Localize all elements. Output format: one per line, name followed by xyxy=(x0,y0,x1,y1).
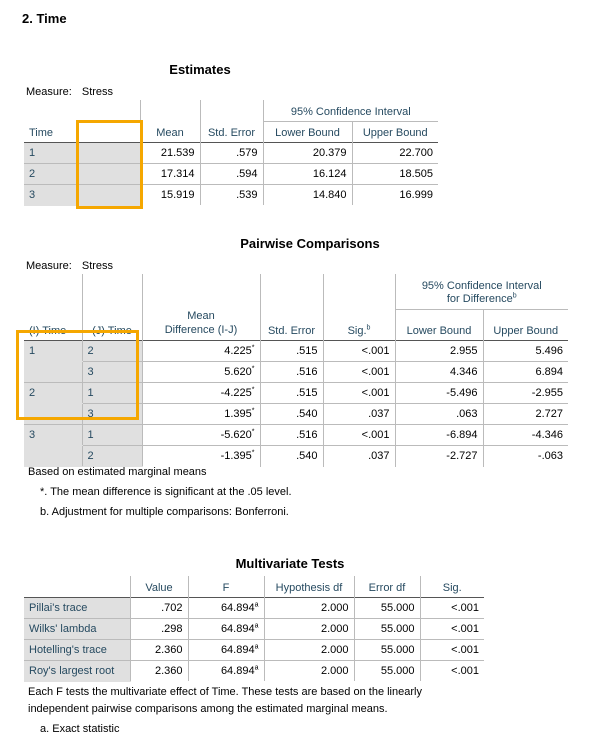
row-label-i-time xyxy=(24,404,82,425)
row-label-j-time: 1 xyxy=(82,383,142,404)
col-blank xyxy=(24,576,130,597)
table-row xyxy=(24,639,484,660)
cell-error-df: 55.000 xyxy=(354,639,420,660)
exact-statistic-marker: a xyxy=(254,664,259,672)
cell-mean-difference xyxy=(142,446,260,467)
cell-mean-difference xyxy=(142,404,260,425)
cell-lower-bound: 20.379 xyxy=(263,142,352,163)
col-j-time: (J) Time xyxy=(82,309,142,341)
col-upper-bound: Upper Bound xyxy=(362,126,428,139)
mean-difference-value: -4.225 xyxy=(220,387,252,399)
significance-star: * xyxy=(251,407,255,415)
cell-value: .702 xyxy=(130,597,188,618)
multivariate-footnote-2: a. Exact statistic xyxy=(40,723,120,735)
row-label-time: 3 xyxy=(24,184,140,205)
row-label-i-time: 1 xyxy=(24,341,82,362)
cell-std-error: .515 xyxy=(260,341,323,362)
cell-hypothesis-df: 2.000 xyxy=(264,597,354,618)
cell-upper-bound: 5.496 xyxy=(483,341,568,362)
table-row xyxy=(24,446,568,467)
col-i-time: (I) Time xyxy=(24,309,82,341)
col-hypothesis-df: Hypothesis df xyxy=(264,576,354,597)
pairwise-ci-header xyxy=(395,274,568,309)
exact-statistic-marker: a xyxy=(254,642,259,650)
f-value: 64.894 xyxy=(220,601,255,614)
table-row xyxy=(24,425,568,446)
mean-difference-value: -1.395 xyxy=(220,450,252,463)
estimates-ci-header: 95% Confidence Interval xyxy=(263,100,438,121)
cell-upper-bound: -.063 xyxy=(537,450,563,463)
significance-star: * xyxy=(251,428,255,436)
cell-upper-bound: 18.505 xyxy=(352,163,438,184)
cell-upper-bound: -4.346 xyxy=(483,425,568,446)
col-sig xyxy=(323,309,395,341)
cell-hypothesis-df: 2.000 xyxy=(264,639,354,660)
cell-lower-bound: -6.894 xyxy=(395,425,483,446)
measure-label: Measure: xyxy=(26,260,72,272)
cell-std-error: .540 xyxy=(260,404,323,425)
row-label-test: Wilks' lambda xyxy=(24,618,130,639)
table-row xyxy=(24,184,438,205)
col-lower-bound: Lower Bound xyxy=(395,309,483,341)
cell-f xyxy=(188,660,264,681)
row-label-j-time: 2 xyxy=(82,341,142,362)
pairwise-ci-header-text: 95% Confidence Interval for Difference xyxy=(421,279,542,305)
cell-value: 2.360 xyxy=(130,660,188,681)
cell-lower-bound: 16.124 xyxy=(263,163,352,184)
multivariate-footnote-1: independent pairwise comparisons among the estimated marginal means. xyxy=(28,703,388,715)
cell-sig: .037 xyxy=(323,404,395,425)
table-row xyxy=(24,341,568,362)
estimates-measure xyxy=(26,86,113,98)
cell-sig: <.001 xyxy=(323,425,395,446)
pairwise-title: Pairwise Comparisons xyxy=(240,236,380,251)
cell-sig: <.001 xyxy=(323,362,395,383)
exact-statistic-marker: a xyxy=(254,621,259,629)
row-label-j-time: 3 xyxy=(82,362,142,383)
row-label-i-time: 2 xyxy=(24,383,82,404)
cell-lower-bound: 2.955 xyxy=(395,341,483,362)
cell-upper-bound: 2.727 xyxy=(483,404,568,425)
col-error-df: Error df xyxy=(354,576,420,597)
sig-footnote-marker: b xyxy=(366,324,371,332)
multivariate-table xyxy=(24,576,484,682)
table-row xyxy=(24,404,568,425)
cell-std-error: .540 xyxy=(260,446,323,467)
footnote-b-marker: b xyxy=(512,291,517,299)
table-row xyxy=(24,618,484,639)
row-label-j-time: 2 xyxy=(82,446,142,467)
cell-sig: <.001 xyxy=(451,664,479,677)
cell-std-error: .515 xyxy=(260,383,323,404)
f-value: 64.894 xyxy=(220,664,255,677)
row-label-time: 1 xyxy=(24,142,140,163)
mean-difference-value: 5.620 xyxy=(224,366,252,378)
multivariate-footnote-0: Each F tests the multivariate effect of Time. These tests are based on the linearly xyxy=(28,686,422,698)
pairwise-table xyxy=(24,274,568,467)
pairwise-footnote-2: b. Adjustment for multiple comparisons: Bonferroni. xyxy=(40,506,289,518)
cell-std-error: .516 xyxy=(260,362,323,383)
table-row xyxy=(24,660,484,681)
cell-lower-bound: .063 xyxy=(395,404,483,425)
cell-mean: 21.539 xyxy=(140,142,200,163)
table-row xyxy=(24,597,484,618)
col-sig: Sig. xyxy=(442,581,462,594)
cell-sig: <.001 xyxy=(420,597,484,618)
row-label-i-time xyxy=(24,446,82,467)
cell-std-error: .594 xyxy=(200,163,263,184)
cell-upper-bound: 22.700 xyxy=(352,142,438,163)
row-label-j-time: 3 xyxy=(82,404,142,425)
cell-f xyxy=(188,639,264,660)
cell-mean-difference xyxy=(142,341,260,362)
sig-header-text: Sig. xyxy=(347,325,367,337)
row-label-i-time: 3 xyxy=(24,425,82,446)
row-label-i-time xyxy=(24,362,82,383)
col-f: F xyxy=(188,576,264,597)
cell-sig: .037 xyxy=(323,446,395,467)
cell-value: 2.360 xyxy=(130,639,188,660)
cell-std-error: .539 xyxy=(200,184,263,205)
col-time: Time xyxy=(24,121,140,142)
row-label-time: 2 xyxy=(24,163,140,184)
pairwise-footnote-1: *. The mean difference is significant at the .05 level. xyxy=(40,486,292,498)
col-upper-bound: Upper Bound xyxy=(493,325,559,337)
cell-sig: <.001 xyxy=(420,639,484,660)
cell-upper-bound: 6.894 xyxy=(483,362,568,383)
cell-f xyxy=(188,618,264,639)
mean-diff-line1: Mean xyxy=(187,310,215,322)
cell-error-df: 55.000 xyxy=(354,660,420,681)
exact-statistic-marker: a xyxy=(254,600,259,608)
estimates-title: Estimates xyxy=(169,62,231,77)
significance-star: * xyxy=(251,449,255,457)
table-row xyxy=(24,362,568,383)
mean-difference-value: 1.395 xyxy=(224,408,252,420)
cell-f xyxy=(188,597,264,618)
table-row xyxy=(24,383,568,404)
row-label-test: Roy's largest root xyxy=(24,660,130,681)
col-value: Value xyxy=(130,576,188,597)
cell-value: .298 xyxy=(130,618,188,639)
cell-sig: <.001 xyxy=(323,341,395,362)
mean-difference-value: -5.620 xyxy=(220,429,252,441)
estimates-table xyxy=(24,100,438,206)
col-mean-difference xyxy=(142,309,260,341)
cell-error-df: 55.000 xyxy=(354,618,420,639)
f-value: 64.894 xyxy=(220,622,255,635)
col-lower-bound: Lower Bound xyxy=(263,121,352,142)
cell-sig: <.001 xyxy=(420,618,484,639)
table-row xyxy=(24,142,438,163)
cell-lower-bound: -5.496 xyxy=(395,383,483,404)
cell-std-error: .516 xyxy=(260,425,323,446)
cell-upper-bound: 16.999 xyxy=(399,188,434,201)
section-title: 2. Time xyxy=(22,11,67,26)
cell-hypothesis-df: 2.000 xyxy=(264,618,354,639)
significance-star: * xyxy=(251,344,255,352)
cell-lower-bound: 4.346 xyxy=(395,362,483,383)
multivariate-title: Multivariate Tests xyxy=(235,556,345,571)
f-value: 64.894 xyxy=(220,643,255,656)
pairwise-footnote-0: Based on estimated marginal means xyxy=(28,466,207,478)
cell-mean-difference xyxy=(142,383,260,404)
cell-mean: 15.919 xyxy=(140,184,200,205)
col-mean: Mean xyxy=(140,121,200,142)
row-label-test: Pillai's trace xyxy=(24,597,130,618)
significance-star: * xyxy=(251,365,255,373)
pairwise-measure xyxy=(26,260,113,272)
cell-mean: 17.314 xyxy=(140,163,200,184)
cell-std-error: .579 xyxy=(200,142,263,163)
cell-upper-bound: -2.955 xyxy=(483,383,568,404)
cell-hypothesis-df: 2.000 xyxy=(264,660,354,681)
cell-error-df: 55.000 xyxy=(354,597,420,618)
row-label-test: Hotelling's trace xyxy=(24,639,130,660)
mean-difference-value: 4.225 xyxy=(224,345,252,357)
cell-mean-difference xyxy=(142,362,260,383)
significance-star: * xyxy=(251,386,255,394)
row-label-j-time: 1 xyxy=(82,425,142,446)
measure-value: Stress xyxy=(81,260,114,272)
col-std-error: Std. Error xyxy=(200,121,263,142)
col-std-error: Std. Error xyxy=(260,309,323,341)
cell-lower-bound: 14.840 xyxy=(263,184,352,205)
mean-diff-line2: Difference (I-J) xyxy=(164,324,238,336)
measure-value: Stress xyxy=(81,86,114,98)
cell-lower-bound: -2.727 xyxy=(395,446,483,467)
cell-mean-difference xyxy=(142,425,260,446)
table-row xyxy=(24,163,438,184)
cell-sig: <.001 xyxy=(323,383,395,404)
measure-label: Measure: xyxy=(26,86,72,98)
